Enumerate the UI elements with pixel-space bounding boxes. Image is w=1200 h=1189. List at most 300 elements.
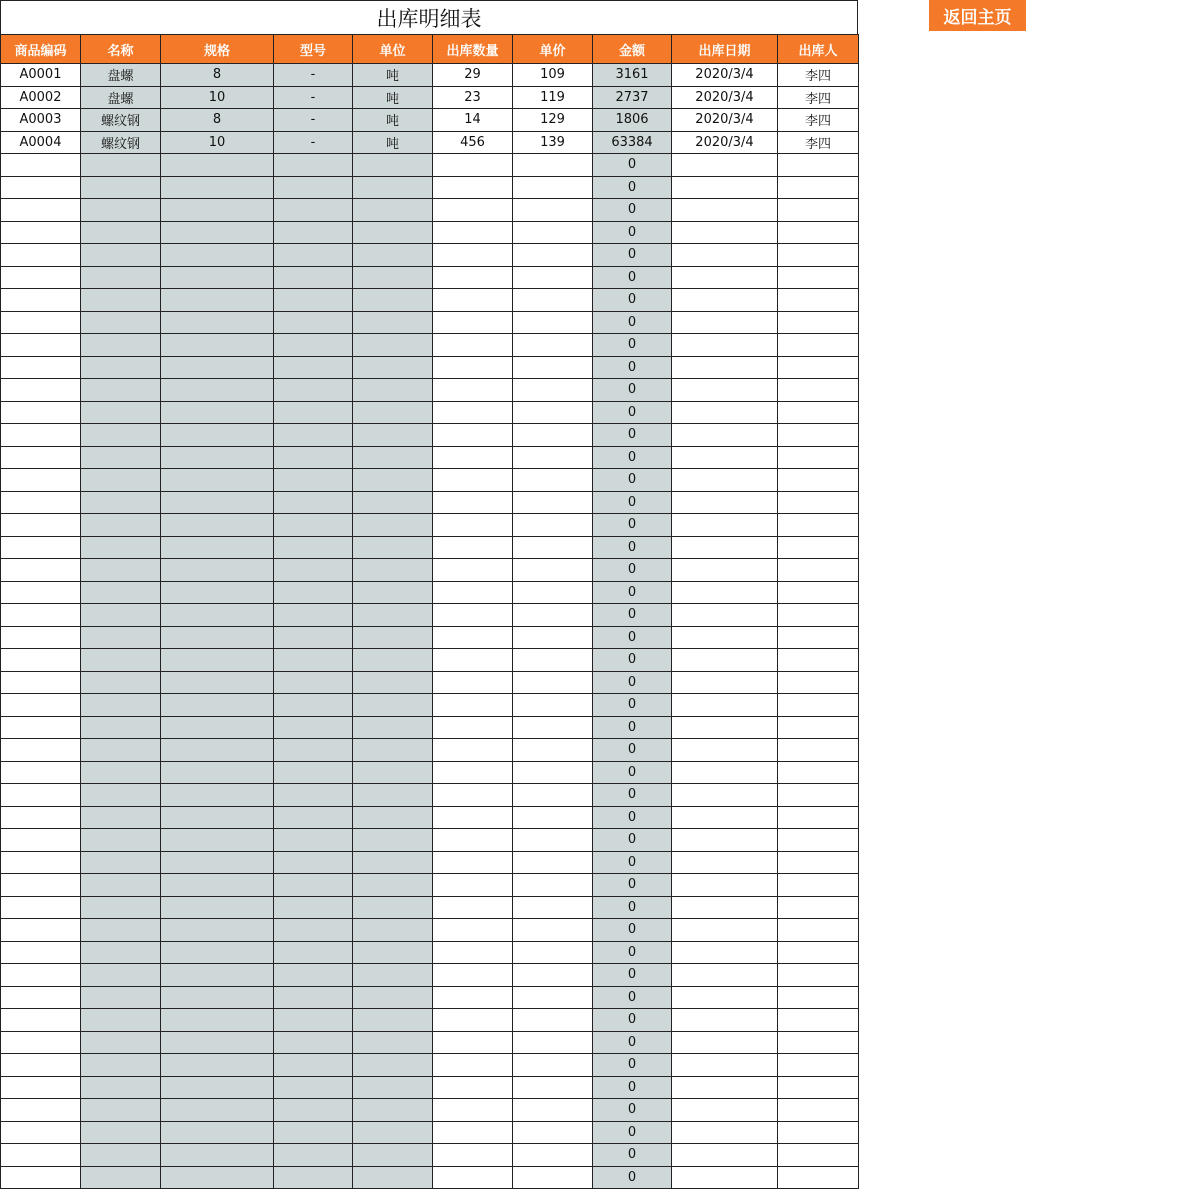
- table-cell[interactable]: [1, 1099, 81, 1122]
- table-cell[interactable]: [672, 784, 778, 807]
- table-cell[interactable]: [778, 874, 859, 897]
- table-cell[interactable]: [778, 1054, 859, 1077]
- table-cell[interactable]: [1, 604, 81, 627]
- table-cell[interactable]: [513, 581, 593, 604]
- table-cell[interactable]: [274, 649, 353, 672]
- table-cell[interactable]: [274, 176, 353, 199]
- table-cell[interactable]: [433, 199, 513, 222]
- table-cell[interactable]: [81, 1009, 161, 1032]
- table-cell[interactable]: [161, 649, 274, 672]
- table-cell[interactable]: [1, 1054, 81, 1077]
- table-cell[interactable]: [672, 266, 778, 289]
- table-cell[interactable]: [353, 289, 433, 312]
- table-cell[interactable]: 0: [593, 739, 672, 762]
- table-cell[interactable]: [161, 379, 274, 402]
- table-cell[interactable]: 0: [593, 986, 672, 1009]
- table-cell[interactable]: 0: [593, 311, 672, 334]
- table-cell[interactable]: [513, 671, 593, 694]
- table-cell[interactable]: [513, 829, 593, 852]
- table-cell[interactable]: [353, 1121, 433, 1144]
- table-cell[interactable]: [778, 1076, 859, 1099]
- table-cell[interactable]: [274, 356, 353, 379]
- table-cell[interactable]: [433, 671, 513, 694]
- table-cell[interactable]: [433, 154, 513, 177]
- table-cell[interactable]: [778, 559, 859, 582]
- table-cell[interactable]: 0: [593, 1166, 672, 1189]
- table-cell[interactable]: -: [274, 131, 353, 154]
- table-cell[interactable]: 0: [593, 761, 672, 784]
- table-cell[interactable]: [274, 446, 353, 469]
- table-cell[interactable]: [433, 1031, 513, 1054]
- return-home-button[interactable]: 返回主页: [929, 0, 1026, 31]
- table-cell[interactable]: [513, 806, 593, 829]
- table-cell[interactable]: [1, 311, 81, 334]
- table-cell[interactable]: [778, 154, 859, 177]
- table-cell[interactable]: [274, 896, 353, 919]
- table-cell[interactable]: [433, 896, 513, 919]
- table-cell[interactable]: [274, 221, 353, 244]
- table-cell[interactable]: [81, 334, 161, 357]
- table-cell[interactable]: [513, 941, 593, 964]
- table-cell[interactable]: [1, 221, 81, 244]
- table-cell[interactable]: [778, 604, 859, 627]
- table-cell[interactable]: [161, 334, 274, 357]
- table-cell[interactable]: [353, 671, 433, 694]
- table-cell[interactable]: [1, 784, 81, 807]
- table-cell[interactable]: [778, 986, 859, 1009]
- table-cell[interactable]: [433, 266, 513, 289]
- table-cell[interactable]: [433, 1076, 513, 1099]
- table-cell[interactable]: 0: [593, 244, 672, 267]
- table-cell[interactable]: [274, 1031, 353, 1054]
- table-cell[interactable]: A0003: [1, 109, 81, 132]
- table-cell[interactable]: [1, 694, 81, 717]
- table-cell[interactable]: 0: [593, 559, 672, 582]
- table-cell[interactable]: 吨: [353, 86, 433, 109]
- table-cell[interactable]: [353, 514, 433, 537]
- table-cell[interactable]: [274, 289, 353, 312]
- table-cell[interactable]: [353, 874, 433, 897]
- table-cell[interactable]: [778, 401, 859, 424]
- table-cell[interactable]: [433, 941, 513, 964]
- table-cell[interactable]: [1, 941, 81, 964]
- table-cell[interactable]: [81, 266, 161, 289]
- table-cell[interactable]: [778, 739, 859, 762]
- table-cell[interactable]: [274, 716, 353, 739]
- table-cell[interactable]: [81, 199, 161, 222]
- table-cell[interactable]: [778, 244, 859, 267]
- table-cell[interactable]: [513, 739, 593, 762]
- table-cell[interactable]: [433, 176, 513, 199]
- table-cell[interactable]: [353, 581, 433, 604]
- table-cell[interactable]: [672, 581, 778, 604]
- table-cell[interactable]: [433, 311, 513, 334]
- table-cell[interactable]: [513, 1099, 593, 1122]
- table-cell[interactable]: [513, 649, 593, 672]
- table-cell[interactable]: [513, 1031, 593, 1054]
- table-cell[interactable]: [672, 649, 778, 672]
- table-cell[interactable]: 2737: [593, 86, 672, 109]
- table-cell[interactable]: 3161: [593, 64, 672, 87]
- table-cell[interactable]: [778, 784, 859, 807]
- table-cell[interactable]: [778, 221, 859, 244]
- table-cell[interactable]: [513, 604, 593, 627]
- table-cell[interactable]: [1, 761, 81, 784]
- column-header[interactable]: 金额: [593, 35, 672, 64]
- table-cell[interactable]: [778, 716, 859, 739]
- table-cell[interactable]: [81, 176, 161, 199]
- table-cell[interactable]: [778, 1009, 859, 1032]
- table-cell[interactable]: 0: [593, 221, 672, 244]
- table-cell[interactable]: [353, 356, 433, 379]
- table-cell[interactable]: [81, 1166, 161, 1189]
- table-cell[interactable]: [161, 536, 274, 559]
- table-cell[interactable]: [274, 919, 353, 942]
- table-cell[interactable]: [274, 469, 353, 492]
- table-cell[interactable]: [513, 469, 593, 492]
- table-cell[interactable]: 盘螺: [81, 86, 161, 109]
- table-cell[interactable]: [274, 514, 353, 537]
- table-cell[interactable]: [274, 334, 353, 357]
- table-cell[interactable]: [1, 806, 81, 829]
- table-cell[interactable]: 0: [593, 424, 672, 447]
- table-cell[interactable]: [513, 491, 593, 514]
- table-cell[interactable]: [353, 1144, 433, 1167]
- table-cell[interactable]: [353, 199, 433, 222]
- table-cell[interactable]: [353, 604, 433, 627]
- table-cell[interactable]: [353, 266, 433, 289]
- column-header[interactable]: 单价: [513, 35, 593, 64]
- table-cell[interactable]: [513, 784, 593, 807]
- table-cell[interactable]: [161, 626, 274, 649]
- table-cell[interactable]: 2020/3/4: [672, 131, 778, 154]
- table-cell[interactable]: 0: [593, 199, 672, 222]
- table-cell[interactable]: [81, 244, 161, 267]
- table-cell[interactable]: 螺纹钢: [81, 131, 161, 154]
- table-cell[interactable]: [672, 604, 778, 627]
- table-cell[interactable]: 0: [593, 334, 672, 357]
- table-cell[interactable]: 0: [593, 1009, 672, 1032]
- table-cell[interactable]: [274, 604, 353, 627]
- table-cell[interactable]: [353, 1166, 433, 1189]
- table-cell[interactable]: [274, 784, 353, 807]
- table-cell[interactable]: [433, 761, 513, 784]
- table-cell[interactable]: [1, 1121, 81, 1144]
- table-cell[interactable]: [353, 739, 433, 762]
- table-cell[interactable]: [672, 244, 778, 267]
- table-cell[interactable]: [778, 1121, 859, 1144]
- table-cell[interactable]: [353, 221, 433, 244]
- table-cell[interactable]: [433, 1166, 513, 1189]
- table-cell[interactable]: [672, 221, 778, 244]
- table-cell[interactable]: [513, 1166, 593, 1189]
- table-cell[interactable]: [433, 491, 513, 514]
- table-cell[interactable]: [353, 919, 433, 942]
- table-cell[interactable]: 0: [593, 964, 672, 987]
- table-cell[interactable]: [274, 266, 353, 289]
- table-cell[interactable]: [433, 604, 513, 627]
- table-cell[interactable]: [161, 469, 274, 492]
- table-cell[interactable]: 1806: [593, 109, 672, 132]
- table-cell[interactable]: [274, 1166, 353, 1189]
- table-cell[interactable]: [778, 311, 859, 334]
- table-cell[interactable]: [672, 199, 778, 222]
- table-cell[interactable]: [433, 1144, 513, 1167]
- table-cell[interactable]: [1, 716, 81, 739]
- table-cell[interactable]: [353, 829, 433, 852]
- table-cell[interactable]: [161, 829, 274, 852]
- table-cell[interactable]: [1, 1009, 81, 1032]
- table-cell[interactable]: [161, 154, 274, 177]
- table-cell[interactable]: [672, 829, 778, 852]
- table-cell[interactable]: [353, 1054, 433, 1077]
- table-cell[interactable]: [778, 851, 859, 874]
- table-cell[interactable]: [81, 446, 161, 469]
- table-cell[interactable]: [274, 761, 353, 784]
- table-cell[interactable]: [433, 379, 513, 402]
- table-cell[interactable]: A0001: [1, 64, 81, 87]
- table-cell[interactable]: [274, 401, 353, 424]
- table-cell[interactable]: [433, 581, 513, 604]
- table-cell[interactable]: [778, 1099, 859, 1122]
- table-cell[interactable]: 螺纹钢: [81, 109, 161, 132]
- column-header[interactable]: 单位: [353, 35, 433, 64]
- table-cell[interactable]: [274, 874, 353, 897]
- table-cell[interactable]: [513, 154, 593, 177]
- table-cell[interactable]: [778, 626, 859, 649]
- table-cell[interactable]: 李四: [778, 86, 859, 109]
- table-cell[interactable]: 0: [593, 829, 672, 852]
- table-cell[interactable]: 10: [161, 86, 274, 109]
- table-cell[interactable]: [353, 491, 433, 514]
- table-cell[interactable]: [513, 559, 593, 582]
- table-cell[interactable]: [433, 829, 513, 852]
- table-cell[interactable]: [274, 626, 353, 649]
- column-header[interactable]: 出库人: [778, 35, 859, 64]
- table-cell[interactable]: [161, 311, 274, 334]
- table-cell[interactable]: [513, 514, 593, 537]
- table-cell[interactable]: [672, 379, 778, 402]
- table-cell[interactable]: [81, 581, 161, 604]
- table-cell[interactable]: 2020/3/4: [672, 64, 778, 87]
- table-cell[interactable]: -: [274, 64, 353, 87]
- table-cell[interactable]: [433, 919, 513, 942]
- table-cell[interactable]: [672, 671, 778, 694]
- table-cell[interactable]: [778, 1144, 859, 1167]
- table-cell[interactable]: 129: [513, 109, 593, 132]
- table-cell[interactable]: [353, 761, 433, 784]
- column-header[interactable]: 规格: [161, 35, 274, 64]
- table-cell[interactable]: 0: [593, 379, 672, 402]
- table-cell[interactable]: [433, 986, 513, 1009]
- table-cell[interactable]: [433, 244, 513, 267]
- table-cell[interactable]: 0: [593, 694, 672, 717]
- table-cell[interactable]: [433, 334, 513, 357]
- table-cell[interactable]: [1, 356, 81, 379]
- table-cell[interactable]: [1, 581, 81, 604]
- table-cell[interactable]: [778, 941, 859, 964]
- table-cell[interactable]: [161, 761, 274, 784]
- table-cell[interactable]: [672, 919, 778, 942]
- table-cell[interactable]: 0: [593, 874, 672, 897]
- table-cell[interactable]: [513, 379, 593, 402]
- table-cell[interactable]: [81, 356, 161, 379]
- table-cell[interactable]: [1, 829, 81, 852]
- table-cell[interactable]: [81, 784, 161, 807]
- table-cell[interactable]: [1, 1031, 81, 1054]
- table-cell[interactable]: [778, 176, 859, 199]
- table-cell[interactable]: [161, 446, 274, 469]
- table-cell[interactable]: [1, 154, 81, 177]
- column-header[interactable]: 型号: [274, 35, 353, 64]
- table-cell[interactable]: [1, 289, 81, 312]
- table-cell[interactable]: 0: [593, 1099, 672, 1122]
- table-cell[interactable]: [161, 221, 274, 244]
- table-cell[interactable]: [81, 671, 161, 694]
- table-cell[interactable]: [1, 469, 81, 492]
- table-cell[interactable]: [513, 446, 593, 469]
- table-cell[interactable]: [274, 1054, 353, 1077]
- table-cell[interactable]: [778, 671, 859, 694]
- table-cell[interactable]: [778, 1166, 859, 1189]
- table-cell[interactable]: [274, 671, 353, 694]
- table-cell[interactable]: [672, 1031, 778, 1054]
- table-cell[interactable]: [161, 424, 274, 447]
- table-cell[interactable]: [778, 469, 859, 492]
- table-cell[interactable]: [778, 536, 859, 559]
- table-cell[interactable]: [274, 829, 353, 852]
- column-header[interactable]: 商品编码: [1, 35, 81, 64]
- table-cell[interactable]: [433, 626, 513, 649]
- table-cell[interactable]: [161, 784, 274, 807]
- column-header[interactable]: 出库数量: [433, 35, 513, 64]
- table-cell[interactable]: [161, 1144, 274, 1167]
- table-cell[interactable]: [81, 626, 161, 649]
- table-cell[interactable]: [274, 694, 353, 717]
- table-cell[interactable]: [672, 806, 778, 829]
- table-cell[interactable]: [353, 851, 433, 874]
- table-cell[interactable]: [81, 716, 161, 739]
- table-cell[interactable]: [353, 334, 433, 357]
- table-cell[interactable]: 0: [593, 289, 672, 312]
- table-cell[interactable]: [274, 536, 353, 559]
- table-cell[interactable]: [513, 1121, 593, 1144]
- table-cell[interactable]: [353, 1076, 433, 1099]
- table-cell[interactable]: [161, 266, 274, 289]
- table-cell[interactable]: [161, 1166, 274, 1189]
- table-cell[interactable]: [513, 874, 593, 897]
- table-cell[interactable]: [1, 896, 81, 919]
- table-cell[interactable]: [513, 176, 593, 199]
- table-cell[interactable]: 0: [593, 491, 672, 514]
- table-cell[interactable]: 10: [161, 131, 274, 154]
- table-cell[interactable]: [161, 896, 274, 919]
- table-cell[interactable]: [1, 514, 81, 537]
- table-cell[interactable]: [161, 739, 274, 762]
- table-cell[interactable]: [513, 919, 593, 942]
- table-cell[interactable]: [161, 559, 274, 582]
- table-cell[interactable]: [672, 401, 778, 424]
- table-cell[interactable]: 23: [433, 86, 513, 109]
- table-cell[interactable]: 0: [593, 784, 672, 807]
- table-cell[interactable]: [81, 874, 161, 897]
- table-cell[interactable]: [161, 244, 274, 267]
- table-cell[interactable]: 0: [593, 581, 672, 604]
- table-cell[interactable]: [161, 514, 274, 537]
- table-cell[interactable]: [161, 964, 274, 987]
- table-cell[interactable]: [161, 1009, 274, 1032]
- table-cell[interactable]: [1, 536, 81, 559]
- table-cell[interactable]: 0: [593, 604, 672, 627]
- table-cell[interactable]: [433, 221, 513, 244]
- table-cell[interactable]: [81, 379, 161, 402]
- table-cell[interactable]: [1, 626, 81, 649]
- table-cell[interactable]: [433, 739, 513, 762]
- table-cell[interactable]: [1, 671, 81, 694]
- table-cell[interactable]: [81, 491, 161, 514]
- table-cell[interactable]: [672, 1144, 778, 1167]
- table-cell[interactable]: [353, 896, 433, 919]
- table-cell[interactable]: [353, 424, 433, 447]
- table-cell[interactable]: [778, 289, 859, 312]
- table-cell[interactable]: [433, 784, 513, 807]
- table-cell[interactable]: 0: [593, 154, 672, 177]
- table-cell[interactable]: [161, 604, 274, 627]
- table-cell[interactable]: [353, 1099, 433, 1122]
- table-cell[interactable]: [353, 244, 433, 267]
- table-cell[interactable]: [1, 379, 81, 402]
- table-cell[interactable]: 0: [593, 401, 672, 424]
- table-cell[interactable]: [778, 491, 859, 514]
- table-cell[interactable]: [433, 536, 513, 559]
- table-cell[interactable]: [1, 401, 81, 424]
- table-cell[interactable]: [161, 401, 274, 424]
- table-cell[interactable]: [81, 559, 161, 582]
- table-cell[interactable]: [513, 896, 593, 919]
- table-cell[interactable]: [778, 334, 859, 357]
- table-cell[interactable]: [433, 424, 513, 447]
- table-cell[interactable]: [513, 401, 593, 424]
- table-cell[interactable]: [778, 199, 859, 222]
- table-cell[interactable]: 吨: [353, 64, 433, 87]
- table-cell[interactable]: [353, 176, 433, 199]
- table-cell[interactable]: [161, 176, 274, 199]
- table-cell[interactable]: [672, 851, 778, 874]
- table-cell[interactable]: [353, 784, 433, 807]
- table-cell[interactable]: [81, 919, 161, 942]
- table-cell[interactable]: 0: [593, 851, 672, 874]
- table-cell[interactable]: [274, 244, 353, 267]
- table-cell[interactable]: [433, 514, 513, 537]
- table-cell[interactable]: [161, 1031, 274, 1054]
- table-cell[interactable]: 109: [513, 64, 593, 87]
- table-cell[interactable]: [778, 761, 859, 784]
- table-cell[interactable]: [274, 311, 353, 334]
- table-cell[interactable]: [672, 536, 778, 559]
- table-cell[interactable]: 盘螺: [81, 64, 161, 87]
- table-cell[interactable]: [1, 1166, 81, 1189]
- table-cell[interactable]: [778, 514, 859, 537]
- table-cell[interactable]: [81, 851, 161, 874]
- table-cell[interactable]: 8: [161, 64, 274, 87]
- table-cell[interactable]: [274, 1121, 353, 1144]
- table-cell[interactable]: [81, 401, 161, 424]
- table-cell[interactable]: [1, 199, 81, 222]
- table-cell[interactable]: 0: [593, 469, 672, 492]
- table-cell[interactable]: [1, 559, 81, 582]
- table-cell[interactable]: [353, 806, 433, 829]
- table-cell[interactable]: [778, 446, 859, 469]
